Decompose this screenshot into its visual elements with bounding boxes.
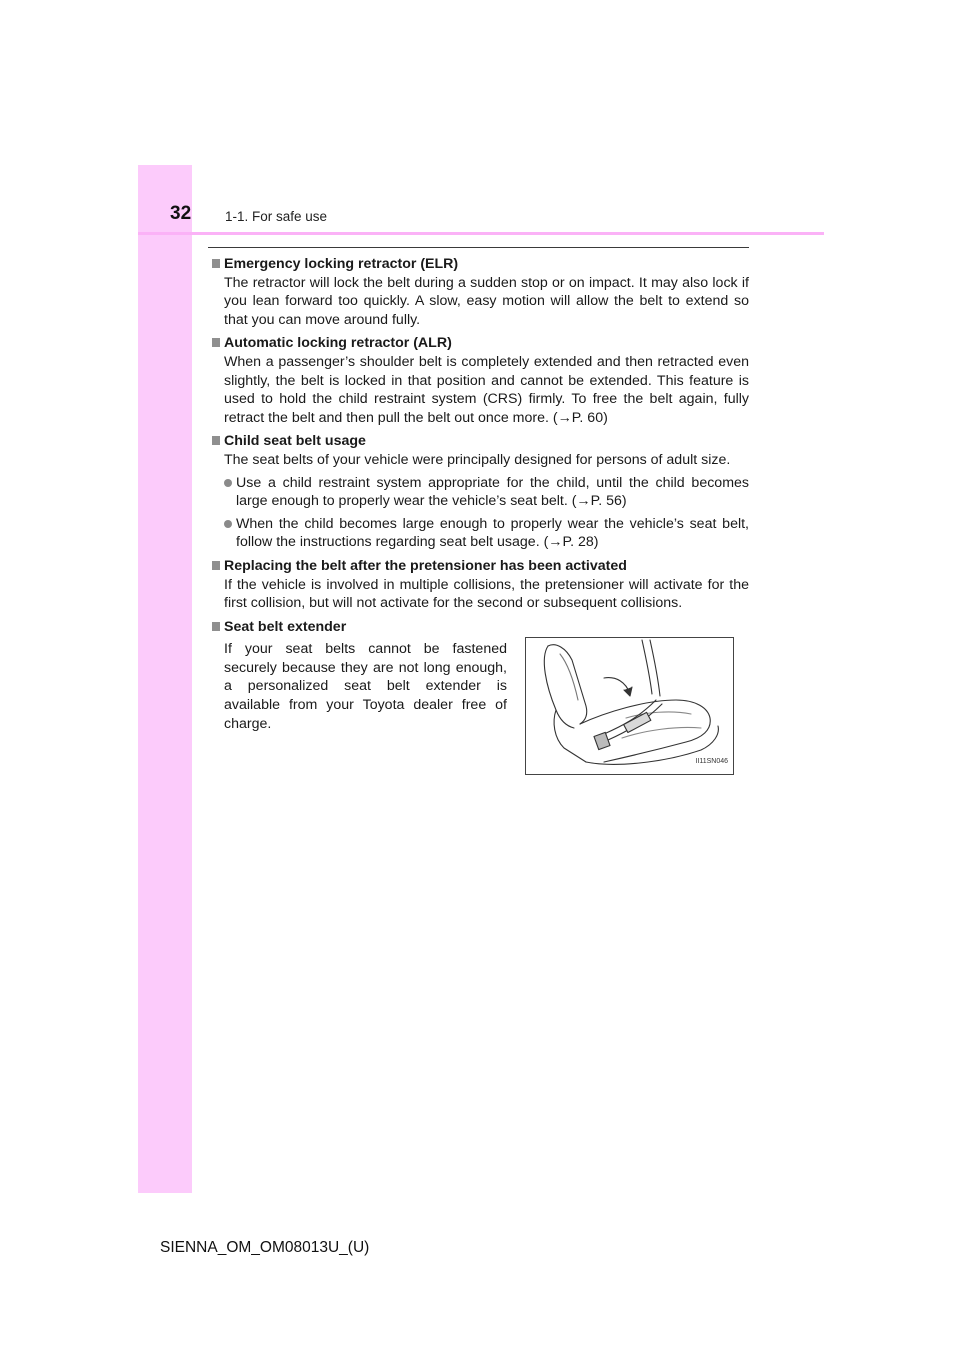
list-item: Use a child restraint system appropriate for the child, until the child becomes large enough to properly wear the vehicle’s seat belt. (→P. 56) [212, 474, 749, 511]
square-bullet-icon [212, 338, 220, 347]
section-heading: Child seat belt usage [224, 433, 366, 450]
section-heading: Automatic locking retractor (ALR) [224, 335, 452, 352]
circle-bullet-icon [224, 520, 232, 528]
section-body: When a passenger’s shoulder belt is completely extended and then retracted even slightly, the belt is locked in that position and cannot be extended. This feature is used to hold the child restraint system (CRS) firmly. To free the belt again, fully retract the belt and then pull the belt out once more. (→P. 60) [224, 353, 749, 426]
section-alr [212, 334, 749, 427]
square-bullet-icon [212, 436, 220, 445]
header-rule [208, 247, 749, 248]
section-body: The seat belts of your vehicle were principally designed for persons of adult size. [224, 451, 731, 468]
page-number: 32 [170, 203, 192, 224]
section-body: If the vehicle is involved in multiple collisions, the pretensioner will activate for the first collision, but will not activate for the second or subsequent collisions. [224, 576, 749, 612]
footer-doc-id: SIENNA_OM_OM08013U_(U) [160, 1239, 370, 1256]
section-child-seat-belt [212, 432, 749, 552]
figure-id: II11SN046 [695, 757, 728, 765]
section-elr [212, 255, 749, 329]
section-body: If your seat belts cannot be fastened securely because they are not long enough, a personalized seat belt extender is available from your Toyota dealer free of charge. [224, 641, 507, 732]
section-pretensioner [212, 557, 749, 613]
section-heading: Emergency locking retractor (ELR) [224, 256, 459, 272]
section-heading: Replacing the belt after the pretensioner has been activated [224, 557, 627, 574]
section-body: The retractor will lock the belt during a sudden stop or on impact. It may also lock if you lean forward too quickly. A slow, easy motion will allow the belt to extend so that you can move around fully. [224, 274, 749, 328]
circle-bullet-icon [224, 479, 232, 487]
square-bullet-icon [212, 561, 220, 570]
section-heading: Seat belt extender [224, 618, 347, 635]
section-extender [212, 618, 749, 776]
header-strip [138, 232, 824, 235]
square-bullet-icon [212, 259, 220, 268]
page-content [212, 255, 749, 780]
list-item: When the child becomes large enough to properly wear the vehicle’s seat belt, follow the instructions regarding seat belt usage. (→P. 28) [212, 515, 749, 552]
seat-belt-extender-illustration [525, 637, 734, 775]
section-title: 1-1. For safe use [225, 209, 328, 224]
margin-sidebar [138, 165, 192, 1193]
square-bullet-icon [212, 622, 220, 631]
